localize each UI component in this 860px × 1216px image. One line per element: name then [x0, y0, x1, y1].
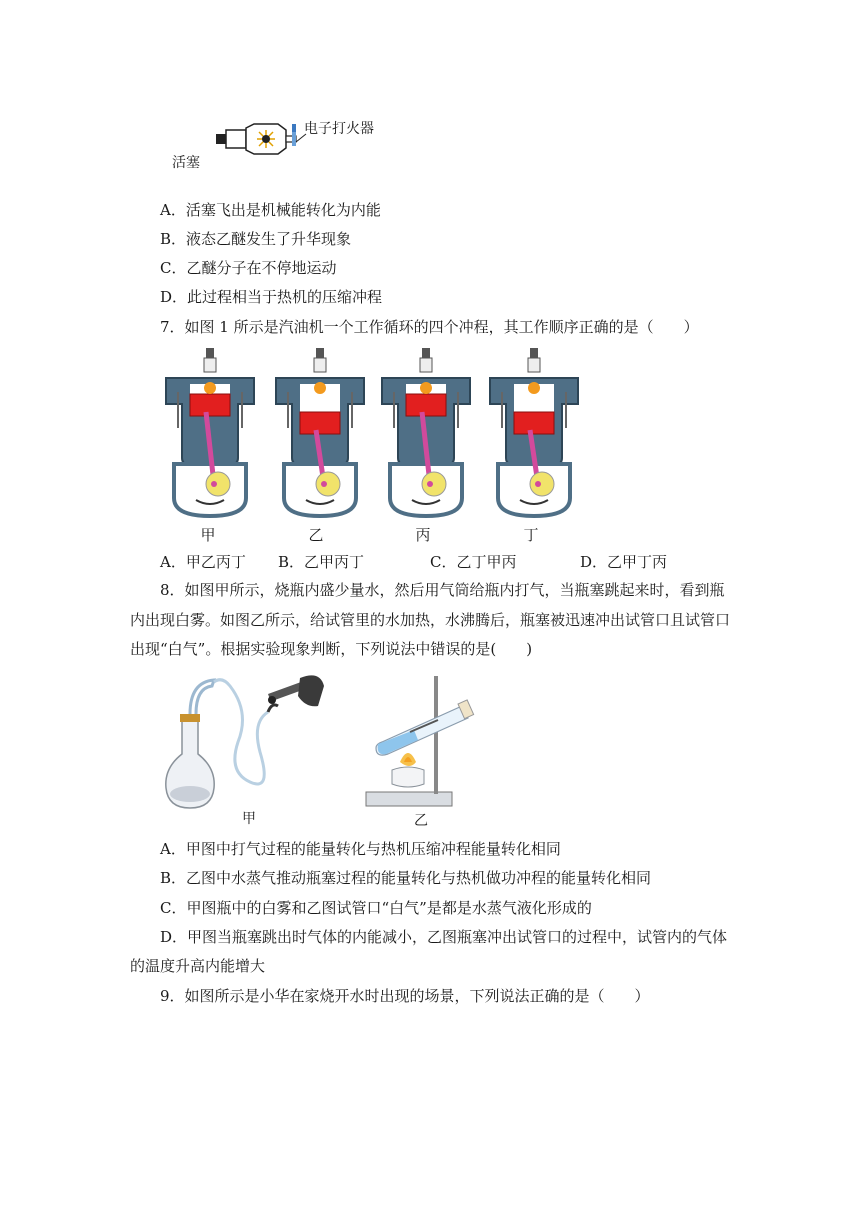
- q7-option-a: A．甲乙丙丁: [160, 553, 246, 571]
- igniter-label: 电子打火器: [304, 121, 374, 137]
- q8-option-b: B．乙图中水蒸气推动瓶塞过程的能量转化与热机做功冲程的能量转化相同: [160, 869, 652, 887]
- q8-option-d-line-1: D．甲图当瓶塞跳出时气体的内能减小，乙图瓶塞冲出试管口的过程中，试管内的气体: [160, 928, 728, 946]
- piston-label: 活塞: [172, 155, 200, 171]
- figure-label-jia: 甲: [242, 811, 256, 827]
- q8-stem-line-2: 内出现白雾。如图乙所示，给试管里的水加热，水沸腾后，瓶塞被迅速冲出试管口且试管口: [130, 611, 731, 629]
- engine-label-ding: 丁: [523, 526, 539, 544]
- q7-stem: 7．如图 1 所示是汽油机一个工作循环的四个冲程，其工作顺序正确的是（ ）: [160, 318, 699, 336]
- engine-label-yi: 乙: [308, 526, 324, 544]
- q8-option-d-line-2: 的温度升高内能增大: [130, 957, 266, 975]
- q8-option-c: C．甲图瓶中的白雾和乙图试管口“白气”是都是水蒸气液化形成的: [160, 899, 592, 917]
- q6-option-d: D．此过程相当于热机的压缩冲程: [160, 288, 383, 306]
- engine-diagram-bing: [376, 348, 476, 520]
- test-tube-diagram: [362, 672, 492, 832]
- engine-label-bing: 丙: [415, 526, 431, 544]
- q7-option-b: B．乙甲丙丁: [278, 553, 365, 571]
- engine-label-jia: 甲: [200, 526, 216, 544]
- test-tube-figure: [362, 672, 492, 832]
- q6-option-b: B．液态乙醚发生了升华现象: [160, 230, 352, 248]
- q6-option-c: C．乙醚分子在不停地运动: [160, 259, 337, 277]
- engine-diagram-ding: [484, 348, 584, 520]
- q9-stem: 9．如图所示是小华在家烧开水时出现的场景，下列说法正确的是（ ）: [160, 987, 650, 1005]
- q8-stem-line-1: 8．如图甲所示，烧瓶内盛少量水，然后用气筒给瓶内打气，当瓶塞跳起来时，看到瓶: [160, 581, 725, 599]
- engine-diagram-jia: [160, 348, 260, 520]
- q6-option-a: A．活塞飞出是机械能转化为内能: [160, 201, 381, 219]
- q7-option-d: D．乙甲丁丙: [580, 553, 668, 571]
- q6-figure: [168, 112, 388, 172]
- q7-option-c: C．乙丁甲丙: [430, 553, 517, 571]
- q8-stem-line-3: 出现“白气”。根据实验现象判断，下列说法中错误的是( ): [130, 640, 533, 658]
- figure-label-yi: 乙: [414, 813, 428, 829]
- q8-option-a: A．甲图中打气过程的能量转化与热机压缩冲程能量转化相同: [160, 840, 561, 858]
- flask-pump-figure: [160, 672, 330, 832]
- engine-diagram-yi: [270, 348, 370, 520]
